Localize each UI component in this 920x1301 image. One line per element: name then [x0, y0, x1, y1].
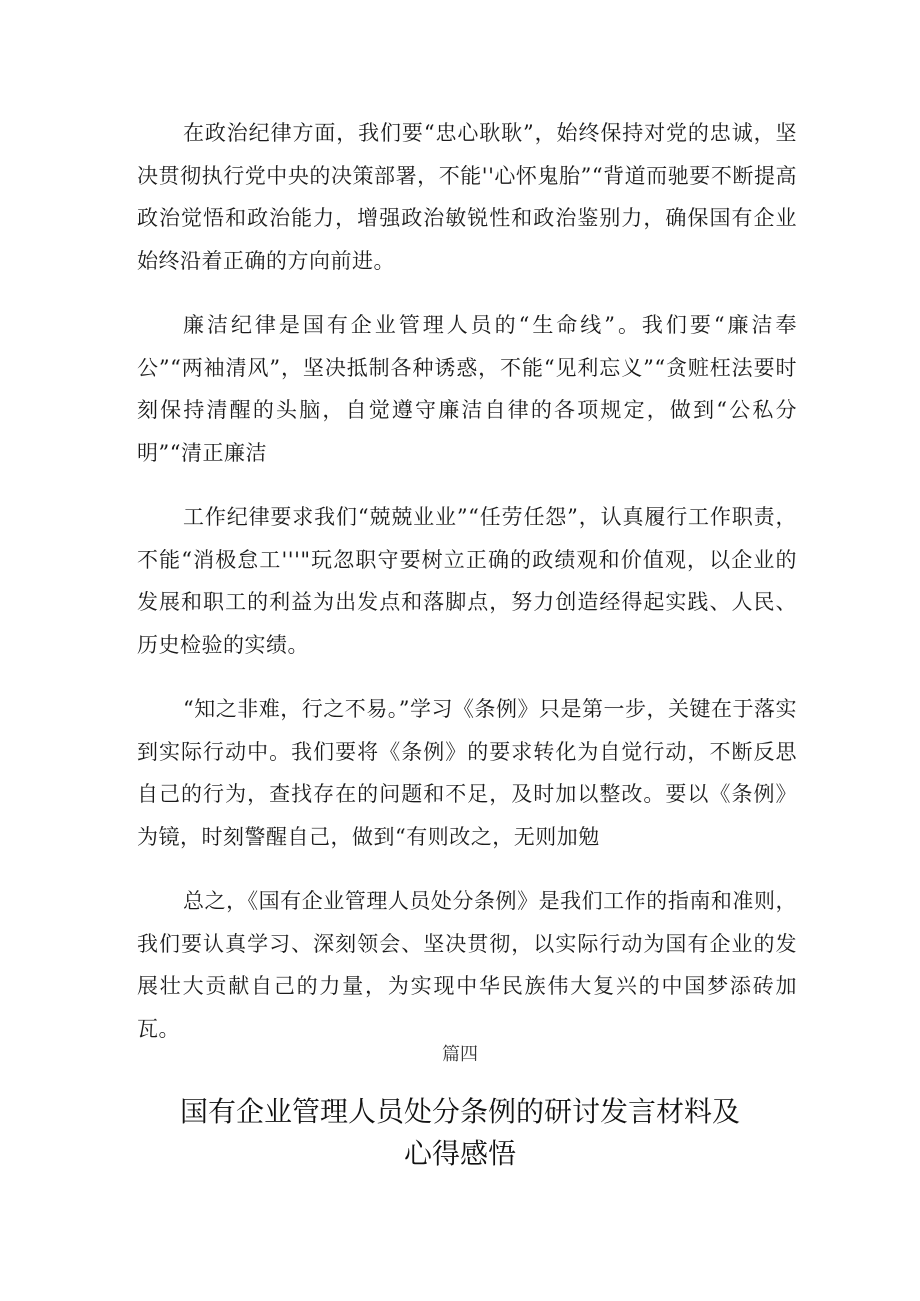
section-title-line-1: 国有企业管理人员处分条例的研讨发言材料及: [179, 1095, 740, 1128]
section-title: [160, 1091, 760, 1175]
paragraph-conclusion: 总之，《国有企业管理人员处分条例》是我们工作的指南和准则，我们要认真学习、深刻领会、坚决贯彻，以实际行动为国有企业的发展壮大贡献自己的力量，为实现中华民族伟大复兴的中国梦添砖加瓦。: [137, 889, 797, 1041]
section-title-line-2: 心得感悟: [403, 1137, 516, 1170]
document-body: [137, 112, 797, 1072]
paragraph-integrity-discipline: 廉洁纪律是国有企业管理人员的“生命线”。我们要“廉洁奉公”“两袖清风”，坚决抵制各种诱惑，不能“见利忘义”“贪赃枉法要时刻保持清醒的头脑，自觉遵守廉洁自律的各项规定，做到“公私分明”“清正廉洁: [137, 313, 797, 465]
paragraph-political-discipline: 在政治纪律方面，我们要“忠心耿耿”，始终保持对党的忠诚，坚决贯彻执行党中央的决策部署，不能''心怀鬼胎”“背道而驰要不断提高政治觉悟和政治能力，增强政治敏锐性和政治鉴别力，确保国有企业始终沿着正确的方向前进。: [137, 121, 797, 273]
paragraph-work-discipline: 工作纪律要求我们“兢兢业业”“任劳任怨”，认真履行工作职责，不能“消极怠工'''"玩忽职守要树立正确的政绩观和价值观，以企业的发展和职工的利益为出发点和落脚点，努力创造经得起实践、人民、历史检验的实绩。: [137, 505, 797, 657]
paragraph-knowing-and-doing: “知之非难，行之不易。”学习《条例》只是第一步，关键在于落实到实际行动中。我们要将《条例》的要求转化为自觉行动，不断反思自己的行为，查找存在的问题和不足，及时加以整改。要以《条例》为镜，时刻警醒自己，做到“有则改之，无则加勉: [137, 697, 797, 849]
section-label: 篇四: [442, 1044, 478, 1065]
